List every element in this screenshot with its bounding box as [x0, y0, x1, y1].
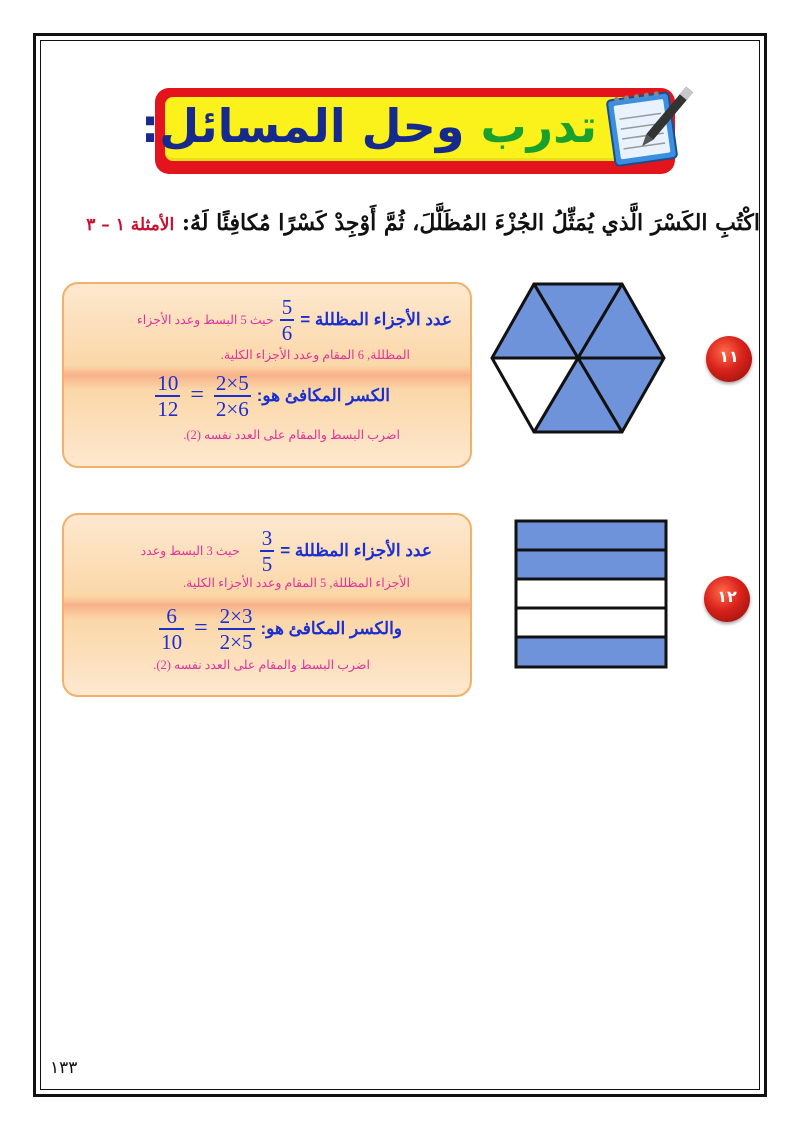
answer-box-2: [62, 513, 472, 697]
answer1-note2: المظللة, 6 المقام وعدد الأجزاء الكلية.: [220, 348, 410, 362]
strip-2-shaded: [516, 550, 666, 579]
answer2-line1: [141, 527, 432, 575]
answer1-note1: حيث 5 البسط وعدد الأجزاء: [136, 312, 274, 327]
answer2-note2: الأجزاء المظللة, 5 المقام وعدد الأجزاء الكلية.: [183, 576, 410, 590]
hexagon-figure: [490, 282, 666, 434]
fraction-3-5: $\frac{3}{5}$: [261, 526, 273, 576]
equivalent-label: الكسر المكافئ هو:: [256, 385, 390, 405]
instruction-text: اكْتُبِ الكَسْرَ الَّذي يُمَثِّلُ الجُزْءَ المُظَلَّلَ، ثُمَّ أَوْجِدْ كَسْرًا مُكافِئًا لَهُ:: [181, 210, 760, 236]
fraction-6-10: $\frac{6}{10}$: [161, 604, 183, 654]
striped-rectangle-figure: [513, 518, 669, 670]
answer2-hint: اضرب البسط والمقام على العدد نفسه (2).: [153, 658, 370, 672]
problem-number-badge-12: ١٢: [704, 576, 750, 622]
answer2-equivalent: والكسر المكافئ هو: $\frac{2\times 3}{2\times 5}$ = $\frac{6}{10}$: [161, 604, 402, 654]
answer-box-1: [62, 282, 472, 468]
title-part2: وحل المسائل:: [140, 99, 465, 153]
answer2-note1: حيث 3 البسط وعدد: [140, 543, 240, 558]
answer1-equivalent: الكسر المكافئ هو: $\frac{2\times 5}{2\times 6}$ = $\frac{10}{12}$: [157, 371, 390, 421]
shaded-count-label: عدد الأجزاء المظللة =: [280, 540, 432, 560]
strip-5-shaded: [516, 637, 666, 667]
equivalent-label: والكسر المكافئ هو:: [260, 618, 402, 638]
fraction-2x5-2x6: $\frac{2\times 5}{2\times 6}$: [215, 371, 249, 421]
notepad-pen-icon: [603, 82, 693, 172]
page-title: [140, 94, 597, 158]
shaded-count-label: عدد الأجزاء المظللة =: [300, 309, 452, 329]
problem-number-badge-11: ١١: [706, 336, 752, 382]
instruction-line: [60, 210, 760, 236]
strip-4-unshaded: [516, 608, 666, 637]
strip-1-shaded: [516, 521, 666, 550]
strip-3-unshaded: [516, 579, 666, 608]
title-banner: [140, 88, 675, 174]
title-part1: تدرب: [480, 99, 597, 153]
fraction-10-12: $\frac{10}{12}$: [157, 371, 179, 421]
fraction-5-6: $\frac{5}{6}$: [281, 295, 293, 345]
examples-reference: الأمثلة ١ – ٣: [86, 215, 175, 235]
fraction-2x3-2x5: $\frac{2\times 3}{2\times 5}$: [219, 604, 253, 654]
answer1-hint: اضرب البسط والمقام على العدد نفسه (2).: [183, 428, 400, 442]
answer1-line1: [137, 296, 452, 344]
page-number: ١٣٣: [50, 1058, 78, 1078]
